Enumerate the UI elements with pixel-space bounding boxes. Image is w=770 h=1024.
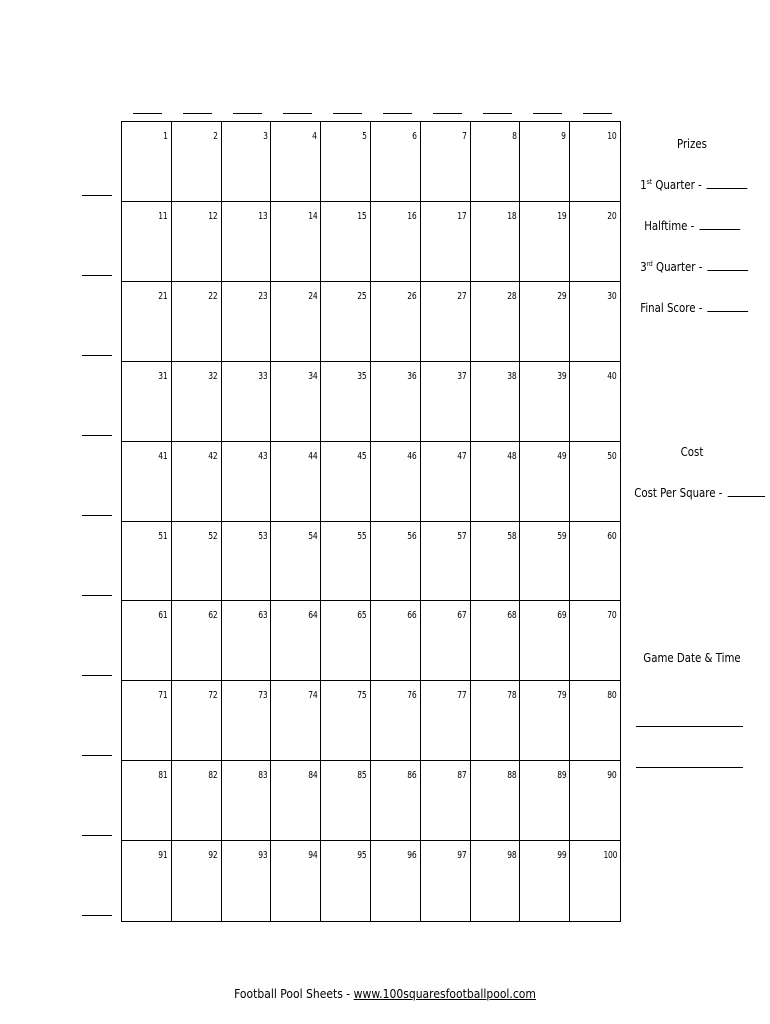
halftime-label: Halftime -	[644, 219, 695, 233]
footer	[39, 987, 732, 1001]
square-number: 31	[158, 370, 168, 382]
grid-square[interactable]	[222, 522, 272, 602]
grid-square[interactable]	[421, 841, 471, 921]
grid-square[interactable]	[172, 202, 222, 282]
grid-square[interactable]	[172, 442, 222, 522]
grid-square[interactable]	[271, 522, 321, 602]
square-number: 59	[556, 530, 567, 542]
grid-square[interactable]	[321, 362, 371, 442]
grid-square[interactable]	[122, 841, 172, 921]
grid-square[interactable]	[371, 841, 421, 921]
square-number: 25	[357, 290, 367, 302]
top-score-line[interactable]	[183, 113, 212, 114]
square-number: 38	[507, 370, 517, 382]
square-number: 12	[208, 210, 218, 222]
grid-square[interactable]	[122, 282, 172, 362]
game-time-field[interactable]	[636, 767, 743, 768]
grid-square[interactable]	[321, 202, 371, 282]
square-number: 46	[407, 450, 417, 462]
square-number: 37	[457, 370, 467, 382]
left-score-line[interactable]	[82, 835, 112, 836]
grid-square[interactable]	[222, 282, 272, 362]
grid-square[interactable]	[321, 282, 371, 362]
grid-square[interactable]	[271, 761, 321, 841]
square-number: 96	[407, 850, 417, 862]
square-number: 68	[507, 610, 517, 622]
square-number: 35	[357, 370, 367, 382]
grid-square[interactable]	[421, 601, 471, 681]
grid-square[interactable]	[321, 442, 371, 522]
square-number: 34	[307, 370, 318, 382]
square-number: 78	[507, 690, 517, 702]
grid-square[interactable]	[222, 122, 272, 202]
grid-square[interactable]	[321, 601, 371, 681]
square-number: 72	[208, 690, 218, 702]
square-number: 99	[556, 850, 567, 862]
square-number: 92	[208, 850, 218, 862]
grid-square[interactable]	[172, 841, 222, 921]
grid-square[interactable]	[570, 841, 620, 921]
grid-square[interactable]	[471, 841, 521, 921]
grid-square[interactable]	[371, 202, 421, 282]
square-number: 53	[258, 530, 268, 542]
square-number: 74	[307, 690, 318, 702]
square-number: 41	[158, 450, 168, 462]
square-number: 29	[556, 290, 567, 302]
grid-square[interactable]	[222, 601, 272, 681]
grid-square[interactable]	[271, 681, 321, 761]
top-score-line[interactable]	[583, 113, 612, 114]
grid-square[interactable]	[172, 362, 222, 442]
grid-square[interactable]	[520, 681, 570, 761]
square-number: 70	[607, 610, 617, 622]
square-number: 14	[307, 210, 318, 222]
square-number: 16	[407, 210, 417, 222]
grid-square[interactable]	[421, 202, 471, 282]
grid-square[interactable]	[172, 522, 222, 602]
grid-square[interactable]	[321, 761, 371, 841]
grid-square[interactable]	[321, 522, 371, 602]
square-number: 98	[507, 850, 517, 862]
grid-square[interactable]	[371, 601, 421, 681]
square-number: 11	[158, 210, 168, 222]
final-score-prize-field[interactable]	[707, 302, 748, 312]
grid-square[interactable]	[371, 442, 421, 522]
square-number: 93	[258, 850, 268, 862]
grid-square[interactable]	[471, 122, 521, 202]
square-number: 55	[357, 530, 367, 542]
grid-square[interactable]	[570, 761, 620, 841]
square-number: 47	[457, 450, 467, 462]
grid-square[interactable]	[570, 522, 620, 602]
grid-square[interactable]	[471, 282, 521, 362]
grid-square[interactable]	[371, 522, 421, 602]
square-number: 10	[607, 131, 617, 142]
left-score-line[interactable]	[82, 515, 112, 516]
square-number: 17	[457, 210, 467, 222]
first-quarter-suffix: st	[646, 178, 653, 186]
grid-square[interactable]	[520, 442, 570, 522]
square-number: 82	[208, 770, 218, 782]
grid-square[interactable]	[122, 761, 172, 841]
square-number: 44	[307, 450, 318, 462]
grid-square[interactable]	[520, 202, 570, 282]
square-number: 84	[307, 770, 318, 782]
grid-square[interactable]	[271, 841, 321, 921]
grid-square[interactable]	[421, 442, 471, 522]
grid-square[interactable]	[122, 681, 172, 761]
cost-per-square-row	[634, 486, 750, 500]
square-number: 27	[457, 290, 467, 302]
square-number: 19	[556, 210, 567, 222]
third-quarter-ordinal: 3	[640, 260, 647, 274]
square-number: 3	[262, 131, 268, 142]
grid-square[interactable]	[371, 681, 421, 761]
grid-square[interactable]	[520, 522, 570, 602]
top-score-line[interactable]	[233, 113, 262, 114]
square-number: 77	[457, 690, 467, 702]
grid-square[interactable]	[321, 841, 371, 921]
square-number: 90	[607, 770, 617, 782]
square-number: 43	[258, 450, 268, 462]
grid-square[interactable]	[570, 442, 620, 522]
square-number: 26	[407, 290, 417, 302]
grid-square[interactable]	[222, 202, 272, 282]
square-number: 79	[556, 690, 567, 702]
square-number: 23	[258, 290, 268, 302]
grid-square[interactable]	[421, 681, 471, 761]
square-number: 83	[258, 770, 268, 782]
square-number: 66	[407, 610, 417, 622]
top-score-line[interactable]	[383, 113, 412, 114]
square-number: 73	[258, 690, 268, 702]
left-score-line[interactable]	[82, 435, 112, 436]
grid-square[interactable]	[172, 122, 222, 202]
sidebar	[624, 0, 770, 1024]
square-number: 86	[407, 770, 417, 782]
square-number: 52	[208, 530, 218, 542]
square-number: 36	[407, 370, 417, 382]
square-number: 24	[307, 290, 318, 302]
game-date-title: Game Date & Time	[643, 651, 741, 665]
square-number: 69	[556, 610, 567, 622]
square-number: 6	[412, 131, 417, 142]
grid-square[interactable]	[471, 202, 521, 282]
square-number: 71	[158, 690, 168, 702]
square-number: 80	[607, 690, 617, 702]
square-number: 1	[163, 131, 168, 142]
square-number: 4	[312, 131, 318, 142]
grid-square[interactable]	[570, 362, 620, 442]
square-number: 51	[158, 530, 168, 542]
pool-grid	[121, 121, 621, 922]
left-score-line[interactable]	[82, 675, 112, 676]
grid-square[interactable]	[471, 681, 521, 761]
square-number: 97	[457, 850, 467, 862]
square-number: 45	[357, 450, 367, 462]
left-score-line[interactable]	[82, 595, 112, 596]
left-score-lines	[82, 120, 112, 922]
cost-per-square-label: Cost Per Square -	[634, 486, 723, 500]
grid-square[interactable]	[520, 122, 570, 202]
cost-per-square-field[interactable]	[727, 487, 764, 497]
final-score-row	[640, 301, 756, 315]
grid-square[interactable]	[421, 122, 471, 202]
square-number: 13	[258, 210, 268, 222]
top-score-lines	[121, 113, 621, 117]
grid-square[interactable]	[570, 282, 620, 362]
left-score-line[interactable]	[82, 195, 112, 196]
grid-square[interactable]	[520, 761, 570, 841]
first-quarter-label: Quarter -	[652, 178, 702, 192]
square-number: 2	[212, 131, 218, 142]
square-number: 42	[208, 450, 218, 462]
top-score-line[interactable]	[433, 113, 462, 114]
halftime-row	[644, 219, 760, 233]
first-quarter-ordinal: 1	[640, 178, 647, 192]
square-number: 8	[511, 131, 517, 142]
square-number: 5	[362, 131, 367, 142]
grid-square[interactable]	[421, 362, 471, 442]
square-number: 54	[307, 530, 318, 542]
square-number: 91	[158, 850, 168, 862]
square-number: 57	[457, 530, 467, 542]
left-score-line[interactable]	[82, 915, 112, 916]
top-score-line[interactable]	[533, 113, 562, 114]
grid-square[interactable]	[172, 681, 222, 761]
grid-square[interactable]	[371, 761, 421, 841]
top-score-line[interactable]	[283, 113, 312, 114]
grid-square[interactable]	[471, 761, 521, 841]
grid-square[interactable]	[321, 681, 371, 761]
grid-square[interactable]	[570, 681, 620, 761]
grid-square[interactable]	[222, 362, 272, 442]
grid-square[interactable]	[222, 681, 272, 761]
third-quarter-suffix: rd	[646, 260, 653, 268]
grid-square[interactable]	[471, 522, 521, 602]
grid-square[interactable]	[570, 202, 620, 282]
grid-square[interactable]	[172, 282, 222, 362]
grid-square[interactable]	[222, 761, 272, 841]
grid-square[interactable]	[271, 202, 321, 282]
square-number: 21	[158, 290, 168, 302]
square-number: 76	[407, 690, 417, 702]
square-number: 63	[258, 610, 268, 622]
grid-square[interactable]	[421, 522, 471, 602]
grid-square[interactable]	[520, 841, 570, 921]
grid-square[interactable]	[520, 282, 570, 362]
top-score-line[interactable]	[483, 113, 512, 114]
halftime-prize-field[interactable]	[699, 220, 740, 230]
grid-square[interactable]	[471, 601, 521, 681]
footer-link[interactable]: www.100squaresfootballpool.com	[353, 987, 536, 1001]
grid-square[interactable]	[271, 601, 321, 681]
square-number: 85	[357, 770, 367, 782]
square-number: 33	[258, 370, 268, 382]
square-number: 88	[507, 770, 517, 782]
square-number: 100	[603, 850, 617, 862]
left-score-line[interactable]	[82, 275, 112, 276]
square-number: 28	[507, 290, 517, 302]
grid-square[interactable]	[222, 442, 272, 522]
square-number: 39	[556, 370, 567, 382]
square-number: 64	[307, 610, 318, 622]
grid-square[interactable]	[520, 601, 570, 681]
square-number: 58	[507, 530, 517, 542]
grid-square[interactable]	[271, 442, 321, 522]
footer-prefix: Football Pool Sheets -	[234, 987, 354, 1001]
square-number: 89	[556, 770, 567, 782]
grid-square[interactable]	[570, 122, 620, 202]
third-quarter-prize-field[interactable]	[707, 261, 748, 271]
square-number: 48	[507, 450, 517, 462]
grid-square[interactable]	[222, 841, 272, 921]
top-score-line[interactable]	[133, 113, 162, 114]
square-number: 56	[407, 530, 417, 542]
grid-square[interactable]	[271, 362, 321, 442]
grid-square[interactable]	[122, 601, 172, 681]
grid-square[interactable]	[122, 362, 172, 442]
square-number: 20	[607, 210, 617, 222]
grid-square[interactable]	[520, 362, 570, 442]
left-score-line[interactable]	[82, 755, 112, 756]
square-number: 49	[556, 450, 567, 462]
third-quarter-row	[640, 260, 756, 274]
grid-square[interactable]	[122, 442, 172, 522]
grid-square[interactable]	[371, 362, 421, 442]
grid-square[interactable]	[271, 122, 321, 202]
square-number: 95	[357, 850, 367, 862]
grid-square[interactable]	[471, 442, 521, 522]
game-date-field[interactable]	[636, 726, 743, 727]
grid-square[interactable]	[371, 122, 421, 202]
left-score-line[interactable]	[82, 355, 112, 356]
first-quarter-row	[640, 178, 756, 192]
square-number: 40	[607, 370, 617, 382]
grid-square[interactable]	[421, 282, 471, 362]
square-number: 62	[208, 610, 218, 622]
square-number: 15	[357, 210, 367, 222]
grid-square[interactable]	[122, 122, 172, 202]
grid-square[interactable]	[172, 601, 222, 681]
grid-square[interactable]	[271, 282, 321, 362]
grid-square[interactable]	[570, 601, 620, 681]
top-score-line[interactable]	[333, 113, 362, 114]
square-number: 60	[607, 530, 617, 542]
prizes-title: Prizes	[677, 137, 707, 151]
square-number: 67	[457, 610, 467, 622]
first-quarter-prize-field[interactable]	[707, 179, 748, 189]
grid-square[interactable]	[471, 362, 521, 442]
final-score-label: Final Score -	[640, 301, 703, 315]
square-number: 61	[158, 610, 168, 622]
grid-square[interactable]	[122, 522, 172, 602]
square-number: 75	[357, 690, 367, 702]
square-number: 65	[357, 610, 367, 622]
grid-square[interactable]	[421, 761, 471, 841]
cost-title: Cost	[680, 445, 704, 459]
grid-square[interactable]	[371, 282, 421, 362]
square-number: 81	[158, 770, 168, 782]
grid-square[interactable]	[172, 761, 222, 841]
square-number: 9	[561, 131, 567, 142]
square-number: 18	[507, 210, 517, 222]
square-number: 94	[307, 850, 318, 862]
square-number: 22	[208, 290, 218, 302]
square-number: 87	[457, 770, 467, 782]
grid-square[interactable]	[321, 122, 371, 202]
square-number: 50	[607, 450, 617, 462]
square-number: 7	[461, 131, 467, 142]
square-number: 32	[208, 370, 218, 382]
third-quarter-label: Quarter -	[652, 260, 703, 274]
square-number: 30	[607, 290, 617, 302]
grid-square[interactable]	[122, 202, 172, 282]
